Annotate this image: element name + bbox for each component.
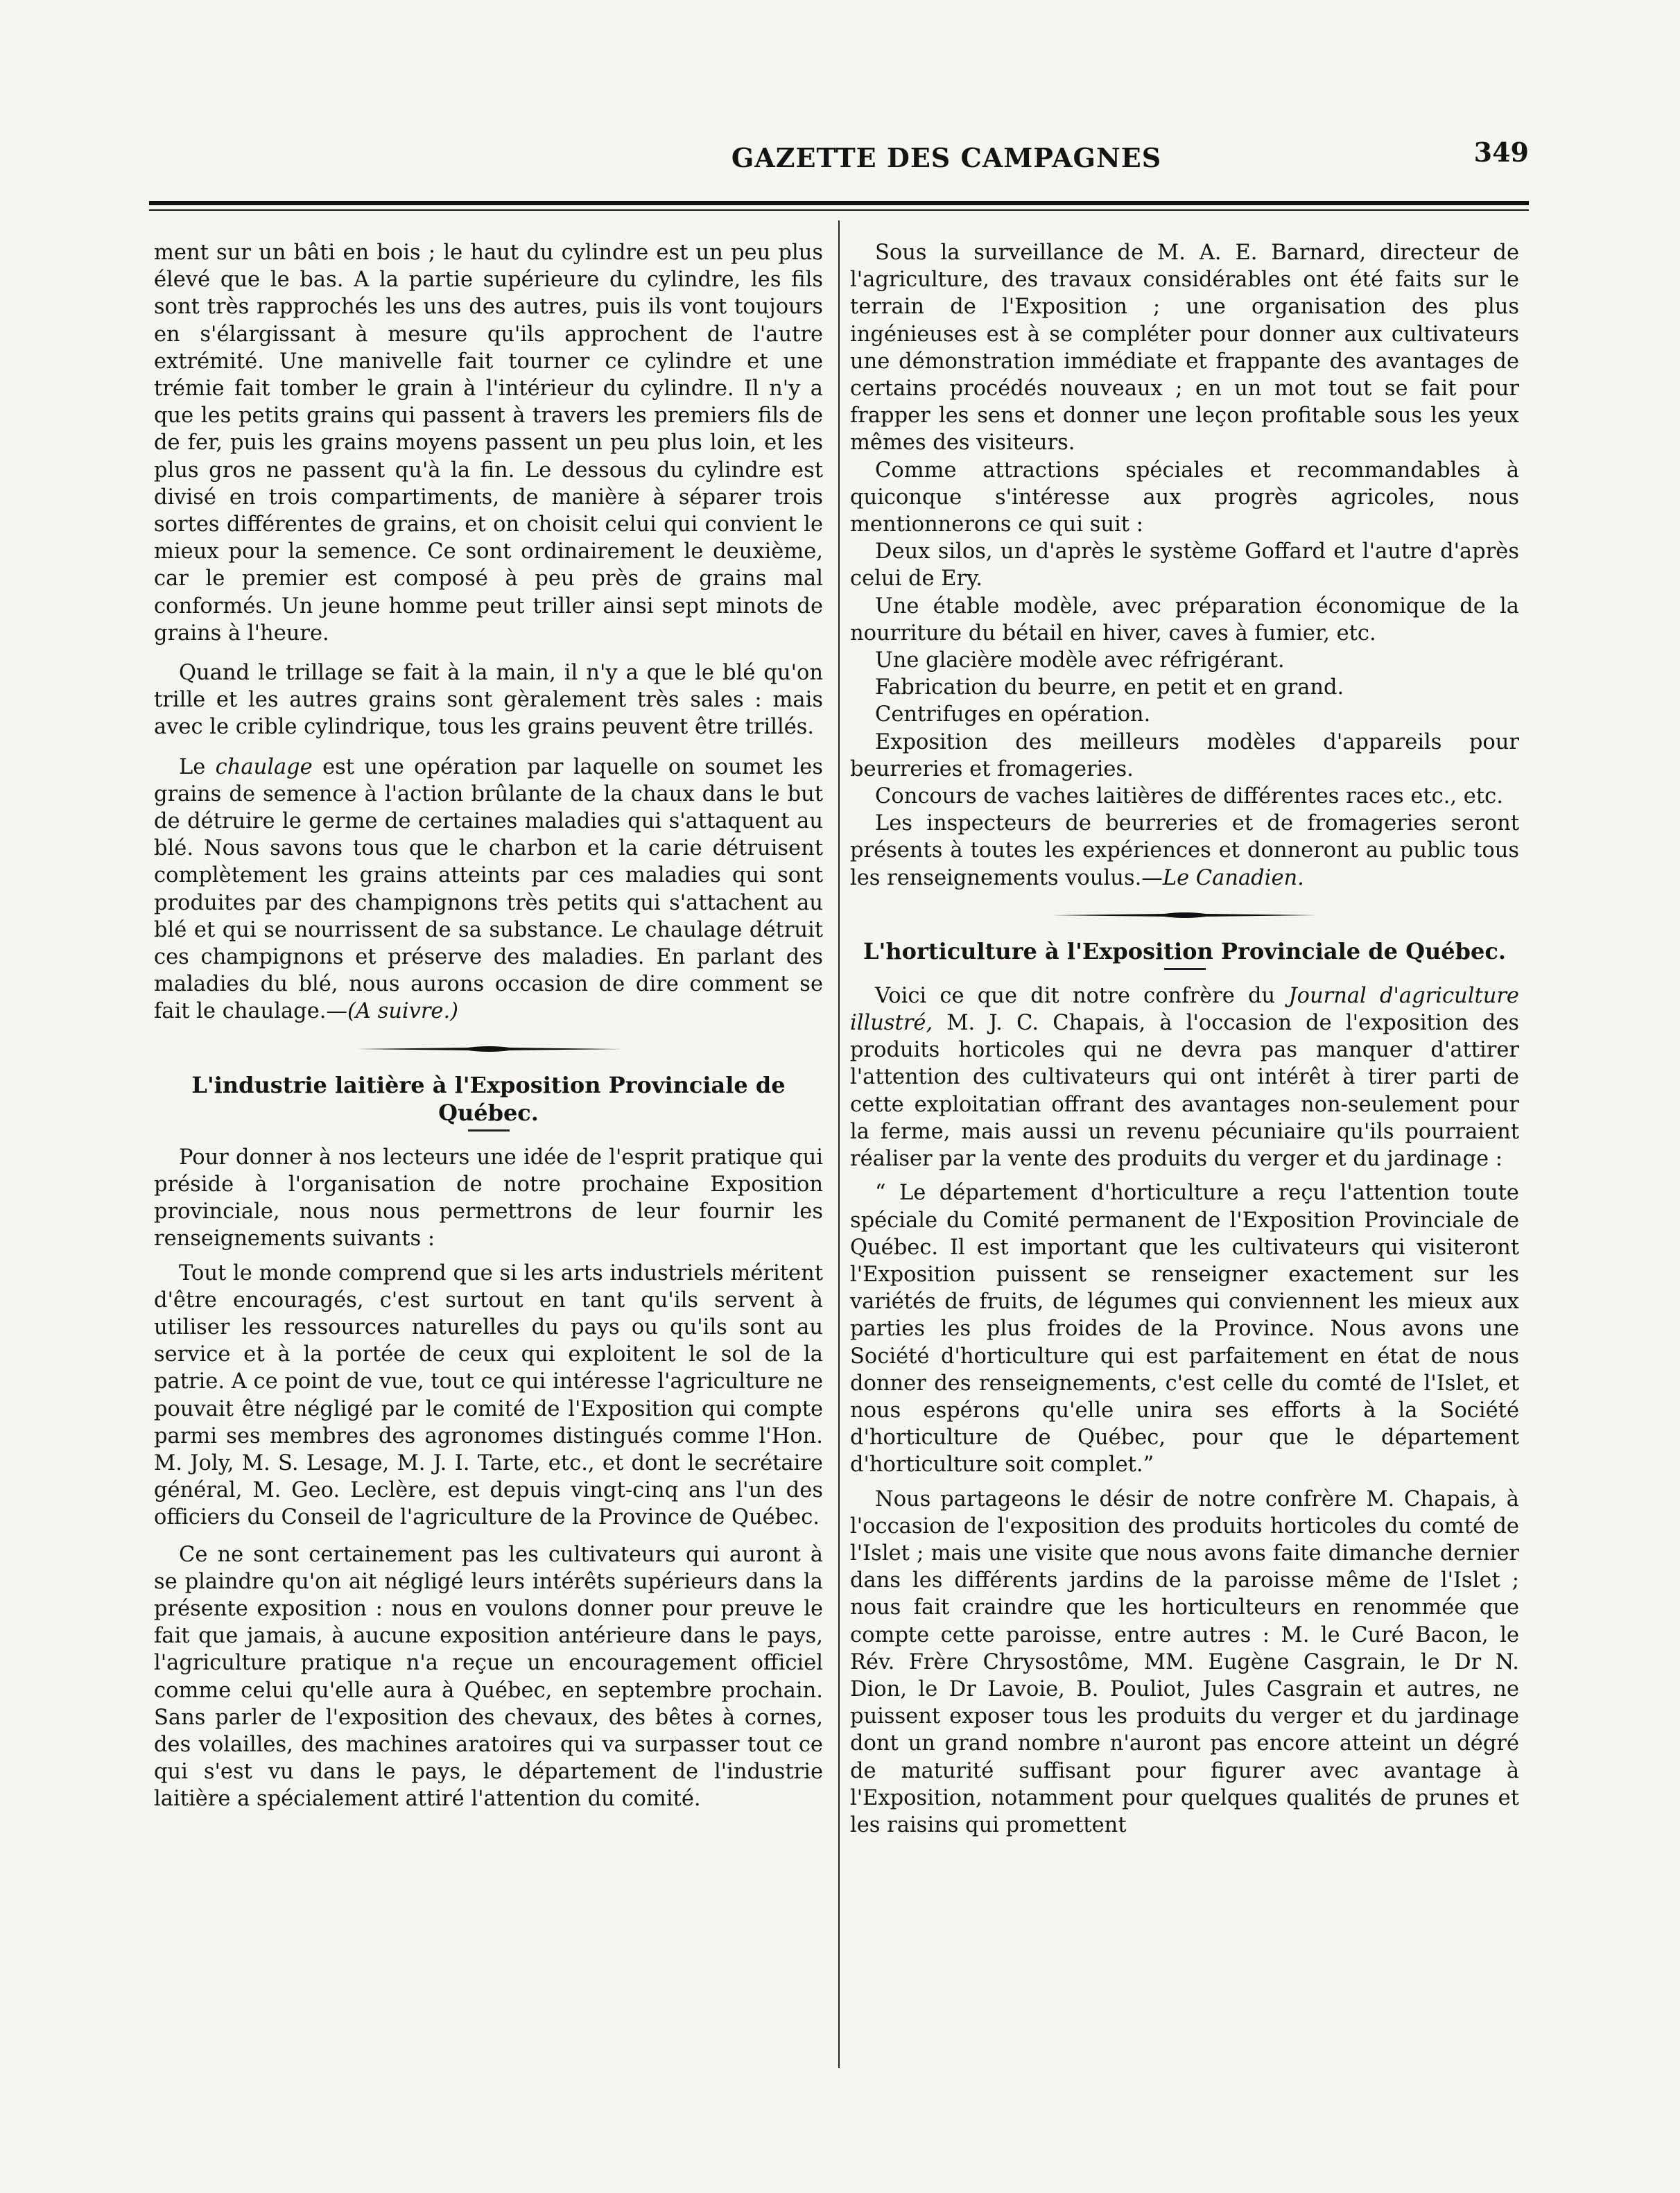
heading-industrie-laitiere: L'industrie laitière à l'Exposition Provinciale de Québec. xyxy=(191,1071,786,1126)
right-p4-journal: Journal d'agriculture illustré, xyxy=(850,983,1519,1036)
header-double-rule xyxy=(149,201,1529,211)
left-paragraph-1: ment sur un bâti en bois ; le haut du cylindre est un peu plus élevé que le bas. A la partie supérieure du cylindre, les fils sont très rapprochés les uns des autres, puis ils vont toujours en s'élargissant à mesure qu'ils approchent de l'autre extrémité. Une manivelle fait tourner ce cylindre et une trémie fait tomber le grain à l'intérieur du cylindre. Il n'y a que les petits grains qui passent à travers les premiers fils de de fer, puis les grains moyens passent un peu plus loin, et les plus gros ne passent qu'à la fin. Le dessous du cylindre est divisé en trois compartiments, de manière à séparer trois sortes différentes de grains, et on choisit celui qui convient le mieux pour la semence. Ce sont ordinairement le deuxième, car le premier est composé à peu près de grains mal conformés. Un jeune homme peut triller ainsi sept minots de grains à l'heure. xyxy=(154,241,823,645)
right-p4-lead: Voici ce que dit notre confrère du xyxy=(875,983,1276,1008)
page-title: GAZETTE DES CAMPAGNES xyxy=(731,142,1162,173)
left-p3-rest: est une opération par laquelle on soumet les grains de semence à l'action brûlante de la chaux dans le but de détruire le germe de certaines maladies qui s'attaquent au blé. Nous savons tous que le charbon et la carie détruisent complètement les grains atteints par ces maladies qui sont produites par des champignons très petits qui s'attachent au blé et qui se nourrissent de sa substance. Le chaulage détruit ces champignons et préserve des maladies. En parlant des maladies du blé, nous aurons occasion de dire comment se fait le chaulage.— xyxy=(154,754,823,1024)
right-paragraph-6: Nous partageons le désir de notre confrère M. Chapais, à l'occasion de l'exposition des produits horticoles du comté de l'Islet ; mais une visite que nous avons faite dimanche dernier dans les différents jardins de la paroisse même de l'Islet ; nous fait craindre que les horticulteurs en renommée que compte cette paroisse, entre autres : M. le Curé Bacon, le Rév. Frère Chrysostôme, MM. Eugène Casgrain, le Dr N. Dion, le Dr Lavoie, B. Pouliot, Jules Casgrain et autres, ne puissent exposer tous les produits du verger et du jardinage dont un grand nombre n'auront pas encore atteint un dégré de maturité suffisant pour figurer avec avantage à l'Exposition, notamment pour quelques qualités de prunes et les raisins qui promettent xyxy=(850,1486,1519,1837)
right-p3-source: Le Canadien. xyxy=(1162,865,1304,890)
right-p3-text: Les inspecteurs de beurreries et de fromageries seront présents à toutes les expériences et donneront au public tous les renseignements voulus.— xyxy=(850,811,1519,890)
heading-horticulture: L'horticulture à l'Exposition Provinciale de Québec. xyxy=(863,937,1506,964)
left-paragraph-5: Tout le monde comprend que si les arts industriels méritent d'être encouragés, c'est surtout en tant qu'ils servent à utiliser les ressources naturelles du pays ou qu'ils sont au service et à la portée de ceux qui exploitent le sol de la patrie. A ce point de vue, tout ce qui intéresse l'agriculture ne pouvait être négligé par le comité de l'Exposition qui compte parmi ses membres des agronomes distingués comme l'Hon. M. Joly, M. S. Lesage, M. J. I. Tarte, etc., et dont le secrétaire général, M. Geo. Leclère, est depuis vingt-cinq ans l'un des officiers du Conseil de l'agriculture de la Province de Québec. xyxy=(154,1260,823,1530)
section-separator-ornament xyxy=(357,1045,621,1053)
list-item: Fabrication du beurre, en petit et en grand. xyxy=(875,675,1344,700)
page-number: 349 xyxy=(1473,137,1529,168)
right-paragraph-5: “ Le département d'horticulture a reçu l'attention toute spéciale du Comité permanent de l'Exposition Provinciale de Québec. Il est important que les cultivateurs qui visiteront l'Exposition puissent se renseigner exactement sur les variétés de fruits, de légumes qui conviennent les mieux aux parties les plus froides de la Province. Nous avons une Société d'horticulture qui est parfaitement en état de nous donner des renseignements, c'est celle du comté de l'Islet, et nous espérons qu'elle unira ses efforts à la Société d'horticulture de Québec, pour que le département d'horticulture soit complet.” xyxy=(850,1181,1519,1477)
list-item: Une étable modèle, avec préparation économique de la nourriture du bétail en hiver, caves à fumier, etc. xyxy=(850,593,1519,645)
right-column xyxy=(850,239,1519,1839)
heading-dash xyxy=(1164,968,1206,970)
list-item: Exposition des meilleurs modèles d'appareils pour beurreries et fromageries. xyxy=(850,729,1519,781)
list-item: Centrifuges en opération. xyxy=(875,702,1151,727)
heading-dash xyxy=(468,1129,510,1132)
left-paragraph-3 xyxy=(154,754,823,1025)
list-item: Concours de vaches laitières de différentes races etc., etc. xyxy=(875,784,1503,809)
left-p3-lead: Le xyxy=(179,754,206,779)
list-item: Une glacière modèle avec réfrigérant. xyxy=(875,648,1285,673)
right-p4-rest: M. J. C. Chapais, à l'occasion de l'exposition des produits horticoles qui ne devra pas manquer d'attirer l'attention des cultivateurs qui ont intérêt à tirer parti de cette exploitatian offrant des avantages non-seulement pour la ferme, mais aussi un revenu pécuniaire qu'ils pourraient réaliser par la vente des produits du verger et du jardinage : xyxy=(850,1011,1519,1172)
column-divider xyxy=(838,220,840,2068)
right-paragraph-3 xyxy=(850,810,1519,892)
left-paragraph-4: Pour donner à nos lecteurs une idée de l'esprit pratique qui préside à l'organisation de notre prochaine Exposition provinciale, nous nous permettrons de leur fournir les renseignements suivants : xyxy=(154,1145,823,1251)
section-separator-ornament xyxy=(1053,911,1317,919)
right-paragraph-4 xyxy=(850,982,1519,1172)
left-p3-suivre: (A suivre.) xyxy=(347,999,459,1024)
right-paragraph-1: Sous la surveillance de M. A. E. Barnard, directeur de l'agriculture, des travaux considérables ont été faits sur le terrain de l'Exposition ; une organisation des plus ingénieuses est à se compléter pour donner aux cultivateurs une démonstration immédiate et frappante des avantages de certains procédés nouveaux ; en un mot tout se fait pour frapper les sens et donner une leçon profitable sous les yeux mêmes des visiteurs. xyxy=(850,241,1519,456)
right-paragraph-2: Comme attractions spéciales et recommandables à quiconque s'intéresse aux progrès agricoles, nous mentionnerons ce qui suit : xyxy=(850,458,1519,537)
left-p3-chaulage: chaulage xyxy=(215,754,313,779)
left-column xyxy=(154,239,823,1813)
left-paragraph-6: Ce ne sont certainement pas les cultivateurs qui auront à se plaindre qu'on ait négligé leurs intérêts supérieurs dans la présente exposition : nous en voulons donner pour preuve le fait que jamais, à aucune exposition antérieure dans le pays, l'agriculture pratique n'a reçue un encouragement officiel comme celui qu'elle aura à Québec, en septembre prochain. Sans parler de l'exposition des chevaux, des bêtes à cornes, des volailles, des machines aratoires qui va surpasser tout ce qui s'est vu dans le pays, le département de l'industrie laitière a spécialement attiré l'attention du comité. xyxy=(154,1542,823,1812)
list-item: Deux silos, un d'après le système Goffard et l'autre d'après celui de Ery. xyxy=(850,539,1519,591)
left-paragraph-2: Quand le trillage se fait à la main, il n'y a que le blé qu'on trille et les autres grains sont gèralement très sales : mais avec le crible cylindrique, tous les grains peuvent être trillés. xyxy=(154,661,823,740)
running-header xyxy=(149,137,1529,184)
